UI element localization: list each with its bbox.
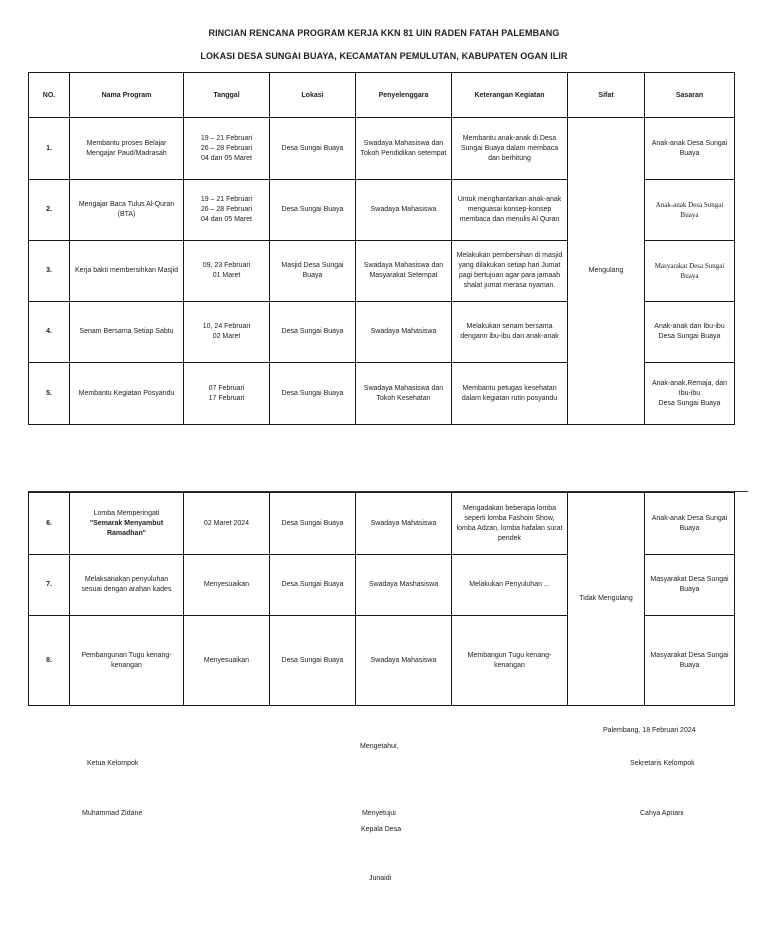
program-description: Melakukan pembersihan di masjid yang dilakukan setiap hari Jumat pagi bertujuan agar para jamaah shalat jumat merasa nyaman. [452, 241, 568, 302]
program-date: 19 – 21 Februari 26 – 28 Februari 04 dan 05 Maret [184, 180, 270, 241]
program-date: 02 Maret 2024 [184, 493, 270, 555]
program-location: Desa Sungai Buaya [270, 555, 356, 616]
document-subtitle: LOKASI DESA SUNGAI BUAYA, KECAMATAN PEMULUTAN, KABUPATEN OGAN ILIR [200, 51, 568, 61]
program-organizer: Swadaya Mahasiswa dan Tokoh Kesehatan [356, 363, 452, 425]
column-header: Keterangan Kegiatan [452, 73, 568, 118]
row-number: 1. [29, 118, 70, 180]
program-location: Desa Sungai Buaya [270, 302, 356, 363]
secretary-name: Cahya Apriani [640, 810, 684, 817]
program-name: Membantu proses Belajar Mengajar Paud/Madrasah [70, 118, 184, 180]
program-name: Membantu Kegiatan Posyandu [70, 363, 184, 425]
program-nature: Mengulang [568, 118, 645, 425]
program-target: Anak-anak dan Ibu-ibu Desa Sungai Buaya [645, 302, 735, 363]
place-date: Palembang, 18 Februari 2024 [603, 727, 696, 734]
program-location: Masjid Desa Sungai Buaya [270, 241, 356, 302]
row-number: 3. [29, 241, 70, 302]
program-organizer: Swadaya Mahasiswa [356, 616, 452, 706]
program-description: Melakukan senam bersama dengann ibu-ibu dan anak-anak [452, 302, 568, 363]
program-organizer: Swadaya Mahasiswa [356, 302, 452, 363]
village-head-role: Kepala Desa [361, 826, 402, 833]
table-header-row [29, 73, 735, 118]
program-name: Mengajar Baca Tulus Al-Quran (BTA) [70, 180, 184, 241]
row-number: 2. [29, 180, 70, 241]
leader-name: Muhammad Zidane [82, 810, 143, 817]
secretary-role: Sekretaris Kelompok [630, 760, 695, 767]
program-name: Senam Bersama Setiap Sabtu [70, 302, 184, 363]
document-title: RINCIAN RENCANA PROGRAM KERJA KKN 81 UIN RADEN FATAH PALEMBANG [208, 28, 560, 38]
row-number: 6. [29, 493, 70, 555]
program-name: Melaksanakan penyuluhan sesuai dengan arahan kades [70, 555, 184, 616]
leader-role: Ketua Kelompok [87, 760, 139, 767]
program-name [70, 493, 184, 555]
program-name-highlight: "Semarak Menyambut Ramadhan" [89, 519, 164, 537]
column-header: Lokasi [270, 73, 356, 118]
program-date: Menyesuaikan [184, 616, 270, 706]
program-date: 07 Februari 17 Februari [184, 363, 270, 425]
row-number: 4. [29, 302, 70, 363]
program-location: Desa Sungai Buaya [270, 616, 356, 706]
row-number: 5. [29, 363, 70, 425]
program-description: Mengadakan beberapa lomba seperti lomba Fashoin Show, lomba Adzan, lomba hafalan surat pendek [452, 493, 568, 555]
column-header: Penyelenggara [356, 73, 452, 118]
program-target: Anak-anak Desa Sungai Buaya [645, 180, 735, 241]
program-organizer: Swadaya Mahasiswa [356, 180, 452, 241]
program-target: Anak-anak Desa Sungai Buaya [645, 493, 735, 555]
column-header: Tanggal [184, 73, 270, 118]
program-location: Desa Sungai Buaya [270, 363, 356, 425]
program-date: 09, 23 Februari 01 Maret [184, 241, 270, 302]
program-location: Desa Sungai Buaya [270, 118, 356, 180]
column-header: Nama Program [70, 73, 184, 118]
program-target: Masyarakat Desa Sungai Buaya [645, 555, 735, 616]
row-number: 8. [29, 616, 70, 706]
row-number: 7. [29, 555, 70, 616]
program-table-part-2 [28, 492, 735, 706]
column-header: NO. [29, 73, 70, 118]
program-description: Melakukan Penyuluhan ... [452, 555, 568, 616]
program-description: Membangun Tugu kenang-kenangan [452, 616, 568, 706]
program-target: Masyarakat Desa Sungai Buaya [645, 241, 735, 302]
program-organizer: Swadaya Mahasiswa dan Masyarakat Setempat [356, 241, 452, 302]
acknowledged-label: Mengetahui, [360, 743, 399, 750]
program-organizer: Swadaya Mahasiswa dan Tokoh Pendidikan setempat [356, 118, 452, 180]
program-target: Anak-anak,Remaja, dan Ibu-ibu Desa Sungai Buaya [645, 363, 735, 425]
program-date: 19 – 21 Februari 26 – 28 Februari 04 dan 05 Maret [184, 118, 270, 180]
approved-label: Menyetujui [362, 810, 396, 817]
program-description: Untuk menghantarkan anak-anak menguasai konsep-konsep membaca dan menulis Al Quran [452, 180, 568, 241]
program-location: Desa Sungai Buaya [270, 493, 356, 555]
program-description: Membantu anak-anak di Desa Sungai Buaya dalam membaca dan berhitung [452, 118, 568, 180]
program-location: Desa Sungai Buaya [270, 180, 356, 241]
program-organizer: Swadaya Mashasiswa [356, 555, 452, 616]
program-date: Menyesuaikan [184, 555, 270, 616]
program-table-part-1 [28, 72, 735, 425]
program-name: Kerja bakti membersihkan Masjid [70, 241, 184, 302]
program-description: Membantu petugas kesehatan dalam kegiatan rutin posyandu [452, 363, 568, 425]
program-nature: Tidak Mengulang [568, 493, 645, 706]
table-row [29, 493, 735, 555]
program-target: Masyarakat Desa Sungai Buaya [645, 616, 735, 706]
column-header: Sasaran [645, 73, 735, 118]
column-header: Sifat [568, 73, 645, 118]
program-name: Pembangunan Tugu kenang-kenangan [70, 616, 184, 706]
village-head-name: Junaidi [369, 875, 392, 882]
table-row [29, 118, 735, 180]
program-name-line: Lomba Memperingati [93, 509, 160, 517]
program-date: 10, 24 Februari 02 Maret [184, 302, 270, 363]
program-target: Anak-anak Desa Sungai Buaya [645, 118, 735, 180]
program-organizer: Swadaya Mahasiswa [356, 493, 452, 555]
